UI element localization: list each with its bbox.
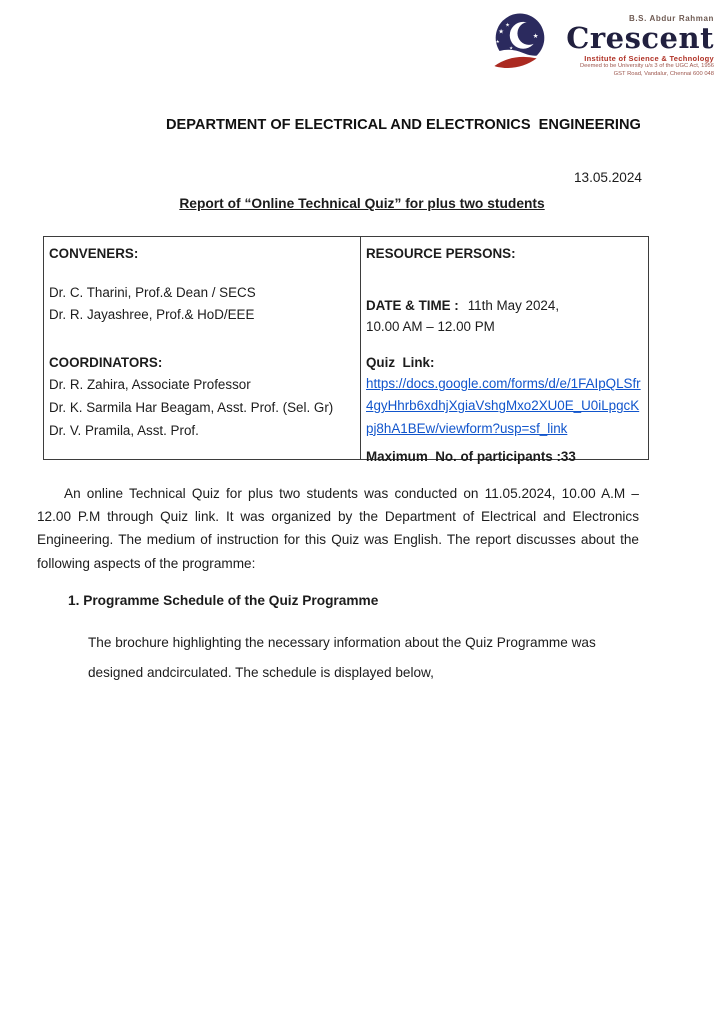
datetime-value: 11th May 2024, bbox=[467, 298, 560, 313]
conveners-label: CONVENERS: bbox=[49, 246, 139, 261]
resource-persons-label: RESOURCE PERSONS: bbox=[366, 246, 516, 261]
institute-logo bbox=[488, 12, 714, 78]
quiz-link[interactable] bbox=[366, 373, 644, 440]
svg-text:★: ★ bbox=[495, 40, 500, 45]
svg-text:★: ★ bbox=[498, 27, 504, 36]
quiz-link-line[interactable]: 4gyHhrb6xdhjXgiaVshgMxo2XU0E_U0iLpgcK bbox=[366, 398, 640, 414]
svg-text:★: ★ bbox=[532, 31, 539, 40]
institute-deemed-line: Deemed to be University u/s 3 of the UGC Act, 1956 bbox=[579, 63, 714, 69]
coordinator-item: Dr. R. Zahira, Associate Professor bbox=[49, 377, 251, 392]
report-title: Report of “Online Technical Quiz” for plus two students bbox=[179, 196, 545, 211]
coordinators-label: COORDINATORS: bbox=[49, 355, 163, 370]
crescent-moon-emblem-icon bbox=[488, 12, 552, 74]
conveners-cell bbox=[44, 237, 361, 459]
institute-pretitle: B.S. Abdur Rahman bbox=[628, 14, 714, 23]
coordinator-item: Dr. K. Sarmila Har Beagam, Asst. Prof. (Sel. Gr) bbox=[49, 400, 334, 415]
institute-tagline: Institute of Science & Technology bbox=[584, 54, 714, 63]
datetime-row bbox=[366, 295, 644, 316]
datetime-label: DATE & TIME : bbox=[366, 298, 459, 313]
department-title: DEPARTMENT OF ELECTRICAL AND ELECTRONICS ENGINEERING bbox=[166, 117, 641, 133]
coordinators-list bbox=[49, 373, 355, 442]
intro-paragraph: An online Technical Quiz for plus two students was conducted on 11.05.2024, 10.00 A.M – 12.00 P.M through Quiz link. It was organized by the Department of Electrical and Electronics Engineering. The medium of instruction for this Quiz was English. The report discusses about the following aspects of the programme: bbox=[37, 486, 639, 571]
svg-text:★: ★ bbox=[505, 22, 510, 29]
datetime-value-line2: 10.00 AM – 12.00 PM bbox=[366, 319, 495, 334]
coordinator-item: Dr. V. Pramila, Asst. Prof. bbox=[49, 423, 199, 438]
institute-address-line: GST Road, Vandalur, Chennai 600 048 bbox=[613, 70, 714, 77]
convener-item: Dr. C. Tharini, Prof.& Dean / SECS bbox=[49, 285, 256, 300]
quiz-link-line[interactable]: pj8hA1BEw/viewform?usp=sf_link bbox=[366, 420, 568, 436]
report-date: 13.05.2024 bbox=[573, 170, 642, 185]
institute-logo-text bbox=[556, 12, 714, 78]
conveners-list bbox=[49, 282, 355, 326]
institute-name: Crescent bbox=[566, 21, 714, 55]
quiz-link-line[interactable]: https://docs.google.com/forms/d/e/1FAIpQLSfr bbox=[366, 376, 641, 391]
resource-persons-cell bbox=[361, 237, 648, 465]
max-participants: Maximum No. of participants :33 bbox=[366, 449, 576, 465]
quiz-link-label: Quiz Link: bbox=[366, 355, 435, 370]
section1-paragraph: The brochure highlighting the necessary information about the Quiz Programme was designed andcirculated. The schedule is displayed below, bbox=[88, 635, 596, 680]
svg-text:★: ★ bbox=[509, 46, 514, 52]
convener-item: Dr. R. Jayashree, Prof.& HoD/EEE bbox=[49, 307, 255, 322]
section1-heading: 1. Programme Schedule of the Quiz Programme bbox=[68, 593, 379, 608]
info-table bbox=[43, 236, 649, 465]
